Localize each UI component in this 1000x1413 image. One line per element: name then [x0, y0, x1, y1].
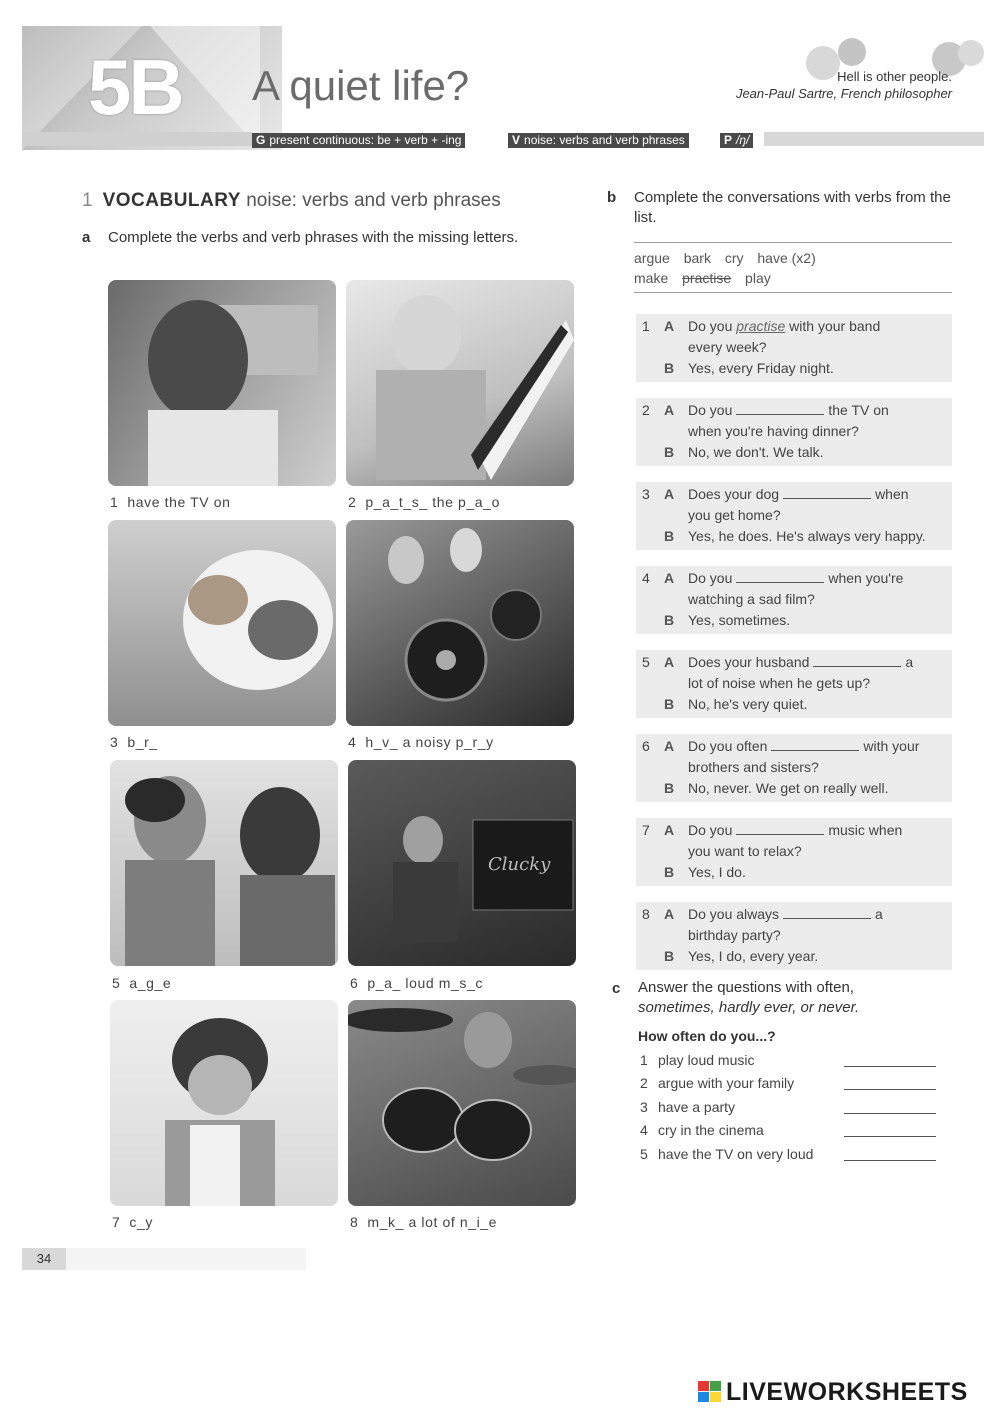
- answer-line-2[interactable]: [844, 1089, 936, 1090]
- page-title: A quiet life?: [252, 62, 470, 109]
- photo-dj-party: [346, 520, 574, 726]
- word-play: play: [745, 270, 771, 286]
- brand-logo: [698, 1378, 968, 1407]
- part-a-instruction: Complete the verbs and verb phrases with the missing letters.: [108, 229, 519, 246]
- caption-3: 3 b_r_: [110, 734, 158, 750]
- photo-child-crying: [110, 1000, 338, 1206]
- photo-woman-watching-tv: [108, 280, 336, 486]
- question-1: 1 play loud music: [640, 1052, 940, 1068]
- caption-2: 2 p_a_t_s_ the p_a_o: [348, 494, 500, 510]
- answer-blank-5[interactable]: [813, 655, 901, 667]
- part-c-instruction: Answer the questions with often, sometimes, hardly ever, or never.: [638, 979, 860, 1016]
- liveworksheets-icon: [698, 1381, 722, 1403]
- answer-line-3[interactable]: [844, 1113, 936, 1114]
- answer-line-5[interactable]: [844, 1160, 936, 1161]
- answer-blank-8[interactable]: [783, 907, 871, 919]
- pronunciation-tag: P /ŋ/: [720, 133, 753, 148]
- part-b-letter: b: [607, 189, 617, 206]
- quote: [736, 68, 952, 102]
- word-make: make: [634, 270, 669, 286]
- caption-5: 5 a_g_e: [112, 975, 172, 991]
- caption-6: 6 p_a_ loud m_s_c: [350, 975, 484, 991]
- question-5: 5 have the TV on very loud: [640, 1146, 940, 1162]
- part-b-instruction: Complete the conversations with verbs from the list.: [634, 189, 951, 226]
- topic-bar: [22, 128, 984, 148]
- conversation-6: 6 A Do you often with your brothers and sisters? B No, never. We get on really well.: [636, 734, 952, 802]
- answer-blank-7[interactable]: [736, 823, 824, 835]
- photo-woman-playing-piano: [346, 280, 574, 486]
- section-title: 1 VOCABULARY noise: verbs and verb phrases: [82, 190, 501, 211]
- caption-4: 4 h_v_ a noisy p_r_y: [348, 734, 494, 750]
- photo-dog-barking: [108, 520, 336, 726]
- answer-blank-6[interactable]: [771, 739, 859, 751]
- conversation-2: 2 A Do you the TV on when you're having dinner? B No, we don't. We talk.: [636, 398, 952, 466]
- word-list: [634, 242, 952, 293]
- caption-8: 8 m_k_ a lot of n_i_e: [350, 1214, 498, 1230]
- answer-blank-2[interactable]: [736, 403, 824, 415]
- part-c-letter: c: [612, 980, 621, 997]
- word-practise: practise: [682, 270, 732, 286]
- answer-blank-4[interactable]: [736, 571, 824, 583]
- word-cry: cry: [724, 250, 744, 266]
- svg-text:Clucky: Clucky: [488, 854, 551, 875]
- conversation-5: 5 A Does your husband a lot of noise when he gets up? B No, he's very quiet.: [636, 650, 952, 718]
- answer-line-1[interactable]: [844, 1066, 936, 1067]
- page-number: 34: [22, 1248, 66, 1270]
- part-c-heading: How often do you...?: [638, 1028, 776, 1044]
- conversation-1: 1 A Do you practise with your band every week? B Yes, every Friday night.: [636, 314, 952, 382]
- answer-blank-3[interactable]: [783, 487, 871, 499]
- conversation-7: 7 A Do you music when you want to relax? B Yes, I do.: [636, 818, 952, 886]
- photo-man-playing-loud-music: [348, 760, 576, 966]
- example-answer: practise: [736, 318, 786, 334]
- quote-author: Jean-Paul Sartre, French philosopher: [735, 86, 952, 101]
- conversation-4: 4 A Do you when you're watching a sad film? B Yes, sometimes.: [636, 566, 952, 634]
- question-4: 4 cry in the cinema: [640, 1122, 940, 1138]
- question-3: 3 have a party: [640, 1099, 940, 1115]
- word-bark: bark: [683, 250, 711, 266]
- question-2: 2 argue with your family: [640, 1075, 940, 1091]
- conversation-3: 3 A Does your dog when you get home? B Yes, he does. He's always very happy.: [636, 482, 952, 550]
- caption-7: 7 c_y: [112, 1214, 153, 1230]
- part-a-letter: a: [82, 229, 91, 246]
- grammar-tag: G present continuous: be + verb + -ing: [252, 133, 465, 148]
- photo-girl-playing-drums: [348, 1000, 576, 1206]
- conversation-8: 8 A Do you always a birthday party? B Yes, I do, every year.: [636, 902, 952, 970]
- word-argue: argue: [634, 250, 670, 266]
- photo-couple-arguing: [110, 760, 338, 966]
- brand-text: LIVEWORKSHEETS: [726, 1378, 968, 1406]
- unit-number: 5B: [88, 43, 182, 131]
- quote-text: Hell is other people.: [837, 69, 952, 84]
- word-have: have (x2): [757, 250, 816, 266]
- vocabulary-tag: V noise: verbs and verb phrases: [508, 133, 689, 148]
- answer-line-4[interactable]: [844, 1136, 936, 1137]
- caption-1: 1 have the TV on: [110, 494, 231, 510]
